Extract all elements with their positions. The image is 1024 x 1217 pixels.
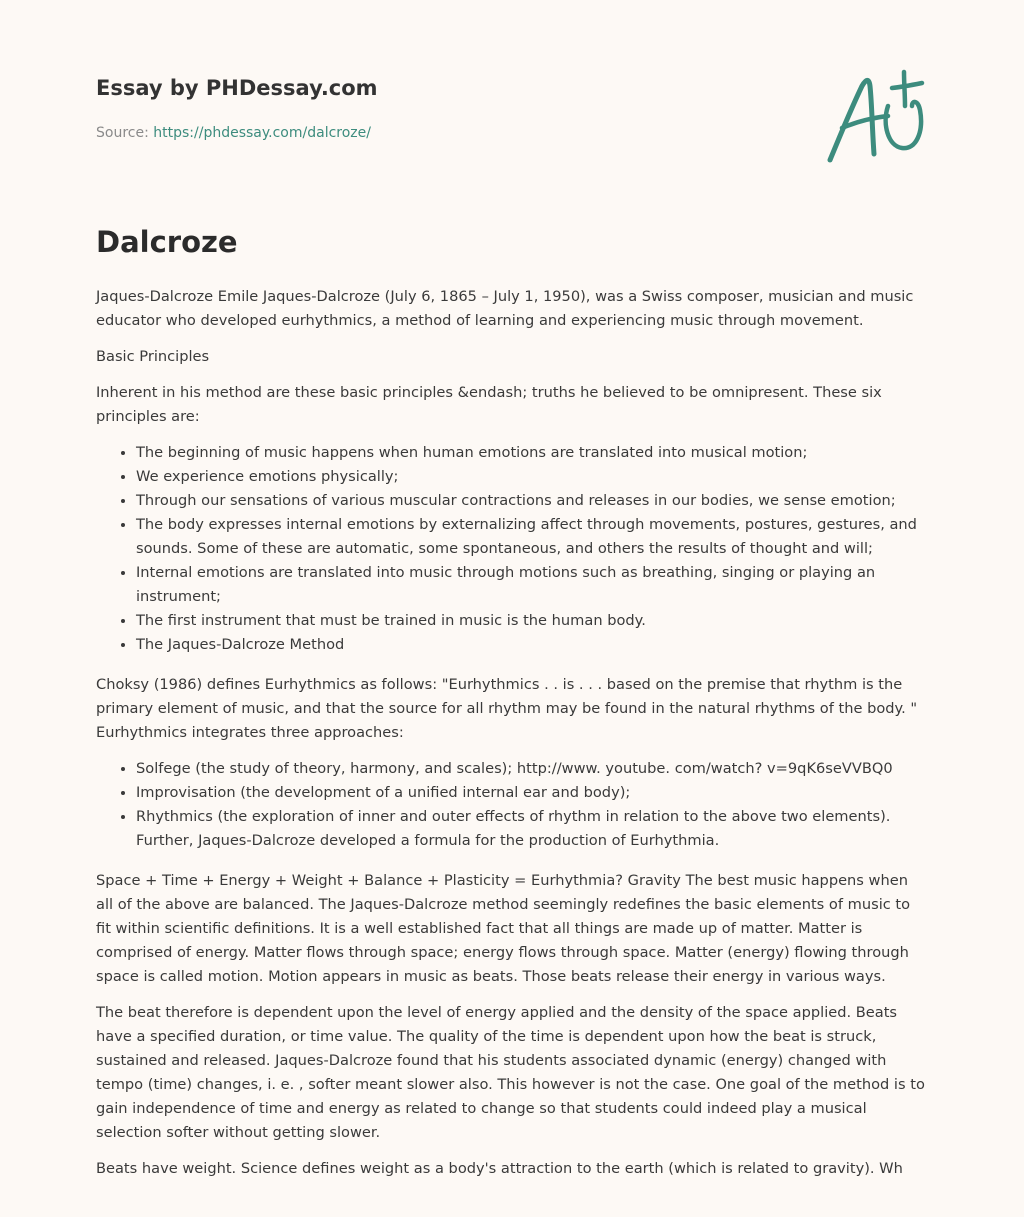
source-line (96, 125, 371, 141)
source-link[interactable]: https://phdessay.com/dalcroze/ (153, 125, 371, 141)
choksy-paragraph: Choksy (1986) defines Eurhythmics as follows: "Eurhythmics . . is . . . based on the premise that rhythm is the primary element of music, and that the source for all rhythm may be found in the natural rhythms of the body. " Eurhythmics integrates three approaches: (96, 676, 918, 741)
intro-paragraph: Jaques-Dalcroze Emile Jaques-Dalcroze (July 6, 1865 – July 1, 1950), was a Swiss composer, musician and music educator who developed eurhythmics, a method of learning and experiencing music through movement. (96, 288, 914, 329)
principles-list (96, 441, 928, 657)
site-title: Essay by PHDessay.com (96, 76, 378, 100)
document-title: Dalcroze (96, 225, 238, 259)
list-item: • The Jaques-Dalcroze Method (136, 633, 928, 657)
beat-paragraph: The beat therefore is dependent upon the level of energy applied and the density of the space applied. Beats have a specified duration, or time value. The quality of the time is dependent upon how the beat is struck, sustained and released. Jaques-Dalcroze found that his students associated dynamic (energy) changed with tempo (time) changes, i. e. , softer meant slower also. This however is not the case. One goal of the method is to gain independence of time and energy as related to change so that students could indeed play a musical selection softer without getting slower. (96, 1004, 925, 1141)
list-item: • The beginning of music happens when human emotions are translated into musical motion; (136, 441, 928, 465)
source-label: Source: (96, 125, 149, 141)
list-item: • Improvisation (the development of a unified internal ear and body); (136, 781, 928, 805)
list-item: • Rhythmics (the exploration of inner and outer effects of rhythm in relation to the above two elements). Further, Jaques-Dalcroze developed a formula for the production of Eurhythmia. (136, 805, 928, 853)
a-plus-logo-icon (822, 66, 932, 166)
formula-paragraph: Space + Time + Energy + Weight + Balance + Plasticity = Eurhythmia? Gravity The best music happens when all of the above are balanced. The Jaques-Dalcroze method seemingly redefines the basic elements of music to fit within scientific definitions. It is a well established fact that all things are made up of matter. Matter is comprised of energy. Matter flows through space; energy flows through space. Matter (energy) flowing through space is called motion. Motion appears in music as beats. Those beats release their energy in various ways. (96, 872, 911, 985)
approaches-list (96, 757, 928, 853)
list-item: • Solfege (the study of theory, harmony, and scales); http://www. youtube. com/watch? v=9qK6seVVBQ0 (136, 757, 928, 781)
weight-paragraph: Beats have weight. Science defines weight as a body's attraction to the earth (which is related to gravity). Wh (96, 1160, 903, 1177)
list-item: • We experience emotions physically; (136, 465, 928, 489)
essay-body (96, 285, 928, 1193)
list-item: • The first instrument that must be trained in music is the human body. (136, 609, 928, 633)
section-heading: Basic Principles (96, 348, 210, 365)
principles-intro-paragraph: Inherent in his method are these basic principles &endash; truths he believed to be omnipresent. These six principles are: (96, 384, 882, 425)
list-item: • The body expresses internal emotions by externalizing affect through movements, postures, gestures, and sounds. Some of these are automatic, some spontaneous, and others the results of thought and will; (136, 513, 928, 561)
list-item: • Internal emotions are translated into music through motions such as breathing, singing or playing an instrument; (136, 561, 928, 609)
list-item: • Through our sensations of various muscular contractions and releases in our bodies, we sense emotion; (136, 489, 928, 513)
